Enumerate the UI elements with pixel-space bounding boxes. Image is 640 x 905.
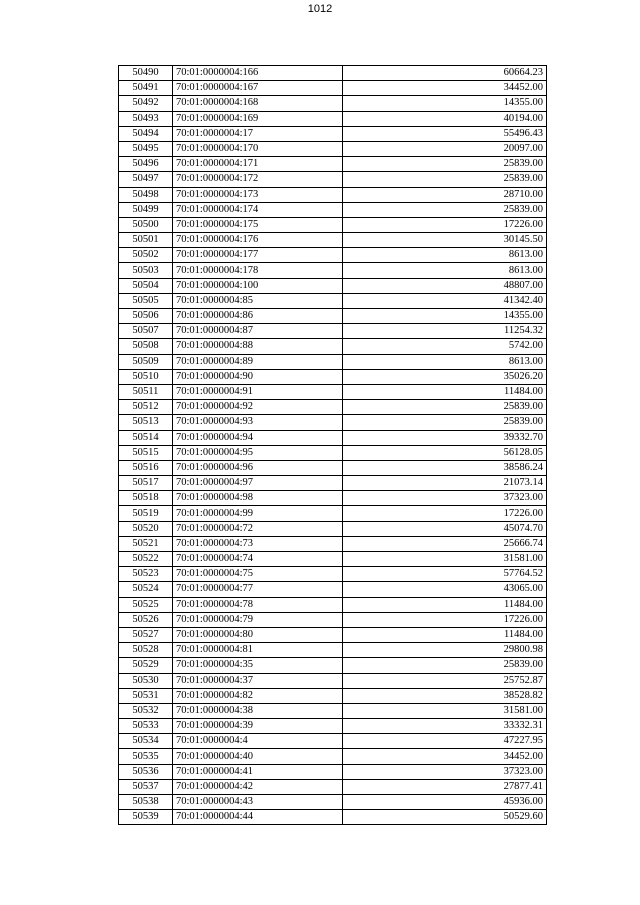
table-row xyxy=(119,764,547,779)
cadastral-number-cell: 70:01:0000004:92 xyxy=(173,400,343,415)
row-number-cell: 50506 xyxy=(119,309,173,324)
row-number-cell: 50508 xyxy=(119,339,173,354)
value-cell: 28710.00 xyxy=(343,187,547,202)
table-row xyxy=(119,384,547,399)
table-row xyxy=(119,703,547,718)
row-number-cell: 50513 xyxy=(119,415,173,430)
table-row xyxy=(119,233,547,248)
row-number-cell: 50499 xyxy=(119,202,173,217)
cadastral-number-cell: 70:01:0000004:41 xyxy=(173,764,343,779)
table-row xyxy=(119,339,547,354)
value-cell: 33332.31 xyxy=(343,719,547,734)
cadastral-number-cell: 70:01:0000004:39 xyxy=(173,719,343,734)
value-cell: 21073.14 xyxy=(343,476,547,491)
cadastral-number-cell: 70:01:0000004:40 xyxy=(173,749,343,764)
cadastral-number-cell: 70:01:0000004:172 xyxy=(173,172,343,187)
table-row xyxy=(119,278,547,293)
row-number-cell: 50524 xyxy=(119,582,173,597)
table-row xyxy=(119,734,547,749)
table-row xyxy=(119,476,547,491)
cadastral-number-cell: 70:01:0000004:93 xyxy=(173,415,343,430)
value-cell: 17226.00 xyxy=(343,612,547,627)
row-number-cell: 50501 xyxy=(119,233,173,248)
value-cell: 14355.00 xyxy=(343,96,547,111)
table-body xyxy=(119,66,547,825)
row-number-cell: 50492 xyxy=(119,96,173,111)
table-row xyxy=(119,187,547,202)
cadastral-number-cell: 70:01:0000004:79 xyxy=(173,612,343,627)
cadastral-number-cell: 70:01:0000004:44 xyxy=(173,810,343,825)
value-cell: 34452.00 xyxy=(343,749,547,764)
cadastral-number-cell: 70:01:0000004:91 xyxy=(173,384,343,399)
value-cell: 38528.82 xyxy=(343,688,547,703)
cadastral-number-cell: 70:01:0000004:170 xyxy=(173,141,343,156)
cadastral-number-cell: 70:01:0000004:171 xyxy=(173,157,343,172)
value-cell: 56128.05 xyxy=(343,445,547,460)
table-row xyxy=(119,597,547,612)
value-cell: 34452.00 xyxy=(343,81,547,96)
row-number-cell: 50514 xyxy=(119,430,173,445)
row-number-cell: 50497 xyxy=(119,172,173,187)
table-row xyxy=(119,81,547,96)
row-number-cell: 50510 xyxy=(119,369,173,384)
row-number-cell: 50527 xyxy=(119,627,173,642)
value-cell: 8613.00 xyxy=(343,354,547,369)
row-number-cell: 50525 xyxy=(119,597,173,612)
row-number-cell: 50496 xyxy=(119,157,173,172)
value-cell: 25839.00 xyxy=(343,400,547,415)
row-number-cell: 50518 xyxy=(119,491,173,506)
row-number-cell: 50498 xyxy=(119,187,173,202)
row-number-cell: 50535 xyxy=(119,749,173,764)
row-number-cell: 50522 xyxy=(119,552,173,567)
table-row xyxy=(119,217,547,232)
value-cell: 31581.00 xyxy=(343,552,547,567)
row-number-cell: 50523 xyxy=(119,567,173,582)
value-cell: 25839.00 xyxy=(343,157,547,172)
cadastral-number-cell: 70:01:0000004:98 xyxy=(173,491,343,506)
value-cell: 5742.00 xyxy=(343,339,547,354)
cadastral-number-cell: 70:01:0000004:86 xyxy=(173,309,343,324)
value-cell: 40194.00 xyxy=(343,111,547,126)
cadastral-number-cell: 70:01:0000004:43 xyxy=(173,795,343,810)
row-number-cell: 50494 xyxy=(119,126,173,141)
table-row xyxy=(119,795,547,810)
value-cell: 25839.00 xyxy=(343,202,547,217)
value-cell: 29800.98 xyxy=(343,643,547,658)
cadastral-number-cell: 70:01:0000004:72 xyxy=(173,521,343,536)
table-row xyxy=(119,400,547,415)
table-row xyxy=(119,415,547,430)
value-cell: 45936.00 xyxy=(343,795,547,810)
cadastral-number-cell: 70:01:0000004:94 xyxy=(173,430,343,445)
row-number-cell: 50520 xyxy=(119,521,173,536)
table-row xyxy=(119,141,547,156)
cadastral-number-cell: 70:01:0000004:178 xyxy=(173,263,343,278)
cadastral-number-cell: 70:01:0000004:75 xyxy=(173,567,343,582)
cadastral-number-cell: 70:01:0000004:4 xyxy=(173,734,343,749)
table-row xyxy=(119,643,547,658)
cadastral-number-cell: 70:01:0000004:77 xyxy=(173,582,343,597)
row-number-cell: 50507 xyxy=(119,324,173,339)
value-cell: 50529.60 xyxy=(343,810,547,825)
table-row xyxy=(119,445,547,460)
table-row xyxy=(119,96,547,111)
table-row xyxy=(119,673,547,688)
table-row xyxy=(119,460,547,475)
cadastral-number-cell: 70:01:0000004:175 xyxy=(173,217,343,232)
value-cell: 25839.00 xyxy=(343,658,547,673)
cadastral-number-cell: 70:01:0000004:82 xyxy=(173,688,343,703)
value-cell: 57764.52 xyxy=(343,567,547,582)
row-number-cell: 50509 xyxy=(119,354,173,369)
table-row xyxy=(119,202,547,217)
row-number-cell: 50490 xyxy=(119,66,173,81)
row-number-cell: 50538 xyxy=(119,795,173,810)
row-number-cell: 50516 xyxy=(119,460,173,475)
table-row xyxy=(119,536,547,551)
table-row xyxy=(119,719,547,734)
cadastral-table xyxy=(118,65,547,825)
value-cell: 11484.00 xyxy=(343,627,547,642)
cadastral-number-cell: 70:01:0000004:90 xyxy=(173,369,343,384)
row-number-cell: 50493 xyxy=(119,111,173,126)
row-number-cell: 50502 xyxy=(119,248,173,263)
cadastral-number-cell: 70:01:0000004:78 xyxy=(173,597,343,612)
row-number-cell: 50526 xyxy=(119,612,173,627)
table-row xyxy=(119,627,547,642)
value-cell: 20097.00 xyxy=(343,141,547,156)
value-cell: 41342.40 xyxy=(343,293,547,308)
cadastral-number-cell: 70:01:0000004:87 xyxy=(173,324,343,339)
cadastral-number-cell: 70:01:0000004:85 xyxy=(173,293,343,308)
table-row xyxy=(119,157,547,172)
value-cell: 11484.00 xyxy=(343,384,547,399)
table-row xyxy=(119,521,547,536)
row-number-cell: 50495 xyxy=(119,141,173,156)
row-number-cell: 50529 xyxy=(119,658,173,673)
table-row xyxy=(119,126,547,141)
table-row xyxy=(119,779,547,794)
cadastral-number-cell: 70:01:0000004:176 xyxy=(173,233,343,248)
row-number-cell: 50517 xyxy=(119,476,173,491)
cadastral-number-cell: 70:01:0000004:168 xyxy=(173,96,343,111)
row-number-cell: 50503 xyxy=(119,263,173,278)
cadastral-number-cell: 70:01:0000004:42 xyxy=(173,779,343,794)
row-number-cell: 50512 xyxy=(119,400,173,415)
value-cell: 60664.23 xyxy=(343,66,547,81)
cadastral-number-cell: 70:01:0000004:99 xyxy=(173,506,343,521)
table-row xyxy=(119,582,547,597)
value-cell: 8613.00 xyxy=(343,263,547,278)
value-cell: 25839.00 xyxy=(343,172,547,187)
table-row xyxy=(119,354,547,369)
row-number-cell: 50528 xyxy=(119,643,173,658)
table-row xyxy=(119,749,547,764)
table-row xyxy=(119,567,547,582)
value-cell: 27877.41 xyxy=(343,779,547,794)
row-number-cell: 50511 xyxy=(119,384,173,399)
cadastral-number-cell: 70:01:0000004:88 xyxy=(173,339,343,354)
row-number-cell: 50521 xyxy=(119,536,173,551)
row-number-cell: 50536 xyxy=(119,764,173,779)
cadastral-number-cell: 70:01:0000004:167 xyxy=(173,81,343,96)
cadastral-number-cell: 70:01:0000004:97 xyxy=(173,476,343,491)
table-row xyxy=(119,263,547,278)
cadastral-number-cell: 70:01:0000004:74 xyxy=(173,552,343,567)
table-row xyxy=(119,111,547,126)
table-row xyxy=(119,612,547,627)
row-number-cell: 50539 xyxy=(119,810,173,825)
cadastral-number-cell: 70:01:0000004:96 xyxy=(173,460,343,475)
value-cell: 35026.20 xyxy=(343,369,547,384)
value-cell: 17226.00 xyxy=(343,506,547,521)
value-cell: 45074.70 xyxy=(343,521,547,536)
table-row xyxy=(119,810,547,825)
cadastral-number-cell: 70:01:0000004:177 xyxy=(173,248,343,263)
table-row xyxy=(119,552,547,567)
cadastral-number-cell: 70:01:0000004:73 xyxy=(173,536,343,551)
row-number-cell: 50491 xyxy=(119,81,173,96)
table-row xyxy=(119,658,547,673)
table-row xyxy=(119,324,547,339)
value-cell: 47227.95 xyxy=(343,734,547,749)
table-row xyxy=(119,66,547,81)
row-number-cell: 50537 xyxy=(119,779,173,794)
value-cell: 17226.00 xyxy=(343,217,547,232)
row-number-cell: 50504 xyxy=(119,278,173,293)
value-cell: 38586.24 xyxy=(343,460,547,475)
cadastral-number-cell: 70:01:0000004:35 xyxy=(173,658,343,673)
value-cell: 14355.00 xyxy=(343,309,547,324)
cadastral-number-cell: 70:01:0000004:37 xyxy=(173,673,343,688)
cadastral-number-cell: 70:01:0000004:81 xyxy=(173,643,343,658)
cadastral-number-cell: 70:01:0000004:173 xyxy=(173,187,343,202)
cadastral-number-cell: 70:01:0000004:169 xyxy=(173,111,343,126)
cadastral-number-cell: 70:01:0000004:166 xyxy=(173,66,343,81)
value-cell: 25666.74 xyxy=(343,536,547,551)
cadastral-number-cell: 70:01:0000004:17 xyxy=(173,126,343,141)
table-row xyxy=(119,172,547,187)
row-number-cell: 50519 xyxy=(119,506,173,521)
row-number-cell: 50531 xyxy=(119,688,173,703)
value-cell: 37323.00 xyxy=(343,491,547,506)
cadastral-number-cell: 70:01:0000004:89 xyxy=(173,354,343,369)
cadastral-number-cell: 70:01:0000004:174 xyxy=(173,202,343,217)
row-number-cell: 50533 xyxy=(119,719,173,734)
cadastral-number-cell: 70:01:0000004:100 xyxy=(173,278,343,293)
value-cell: 11484.00 xyxy=(343,597,547,612)
cadastral-number-cell: 70:01:0000004:38 xyxy=(173,703,343,718)
table-row xyxy=(119,430,547,445)
value-cell: 43065.00 xyxy=(343,582,547,597)
value-cell: 25752.87 xyxy=(343,673,547,688)
row-number-cell: 50515 xyxy=(119,445,173,460)
table-row xyxy=(119,369,547,384)
row-number-cell: 50530 xyxy=(119,673,173,688)
value-cell: 8613.00 xyxy=(343,248,547,263)
table-row xyxy=(119,506,547,521)
value-cell: 55496.43 xyxy=(343,126,547,141)
table-row xyxy=(119,309,547,324)
value-cell: 48807.00 xyxy=(343,278,547,293)
row-number-cell: 50505 xyxy=(119,293,173,308)
row-number-cell: 50532 xyxy=(119,703,173,718)
value-cell: 31581.00 xyxy=(343,703,547,718)
table-row xyxy=(119,688,547,703)
table-row xyxy=(119,293,547,308)
page-number: 1012 xyxy=(307,3,333,15)
row-number-cell: 50500 xyxy=(119,217,173,232)
value-cell: 11254.32 xyxy=(343,324,547,339)
table-row xyxy=(119,248,547,263)
row-number-cell: 50534 xyxy=(119,734,173,749)
value-cell: 37323.00 xyxy=(343,764,547,779)
table-row xyxy=(119,491,547,506)
cadastral-number-cell: 70:01:0000004:80 xyxy=(173,627,343,642)
value-cell: 25839.00 xyxy=(343,415,547,430)
cadastral-number-cell: 70:01:0000004:95 xyxy=(173,445,343,460)
value-cell: 30145.50 xyxy=(343,233,547,248)
value-cell: 39332.70 xyxy=(343,430,547,445)
